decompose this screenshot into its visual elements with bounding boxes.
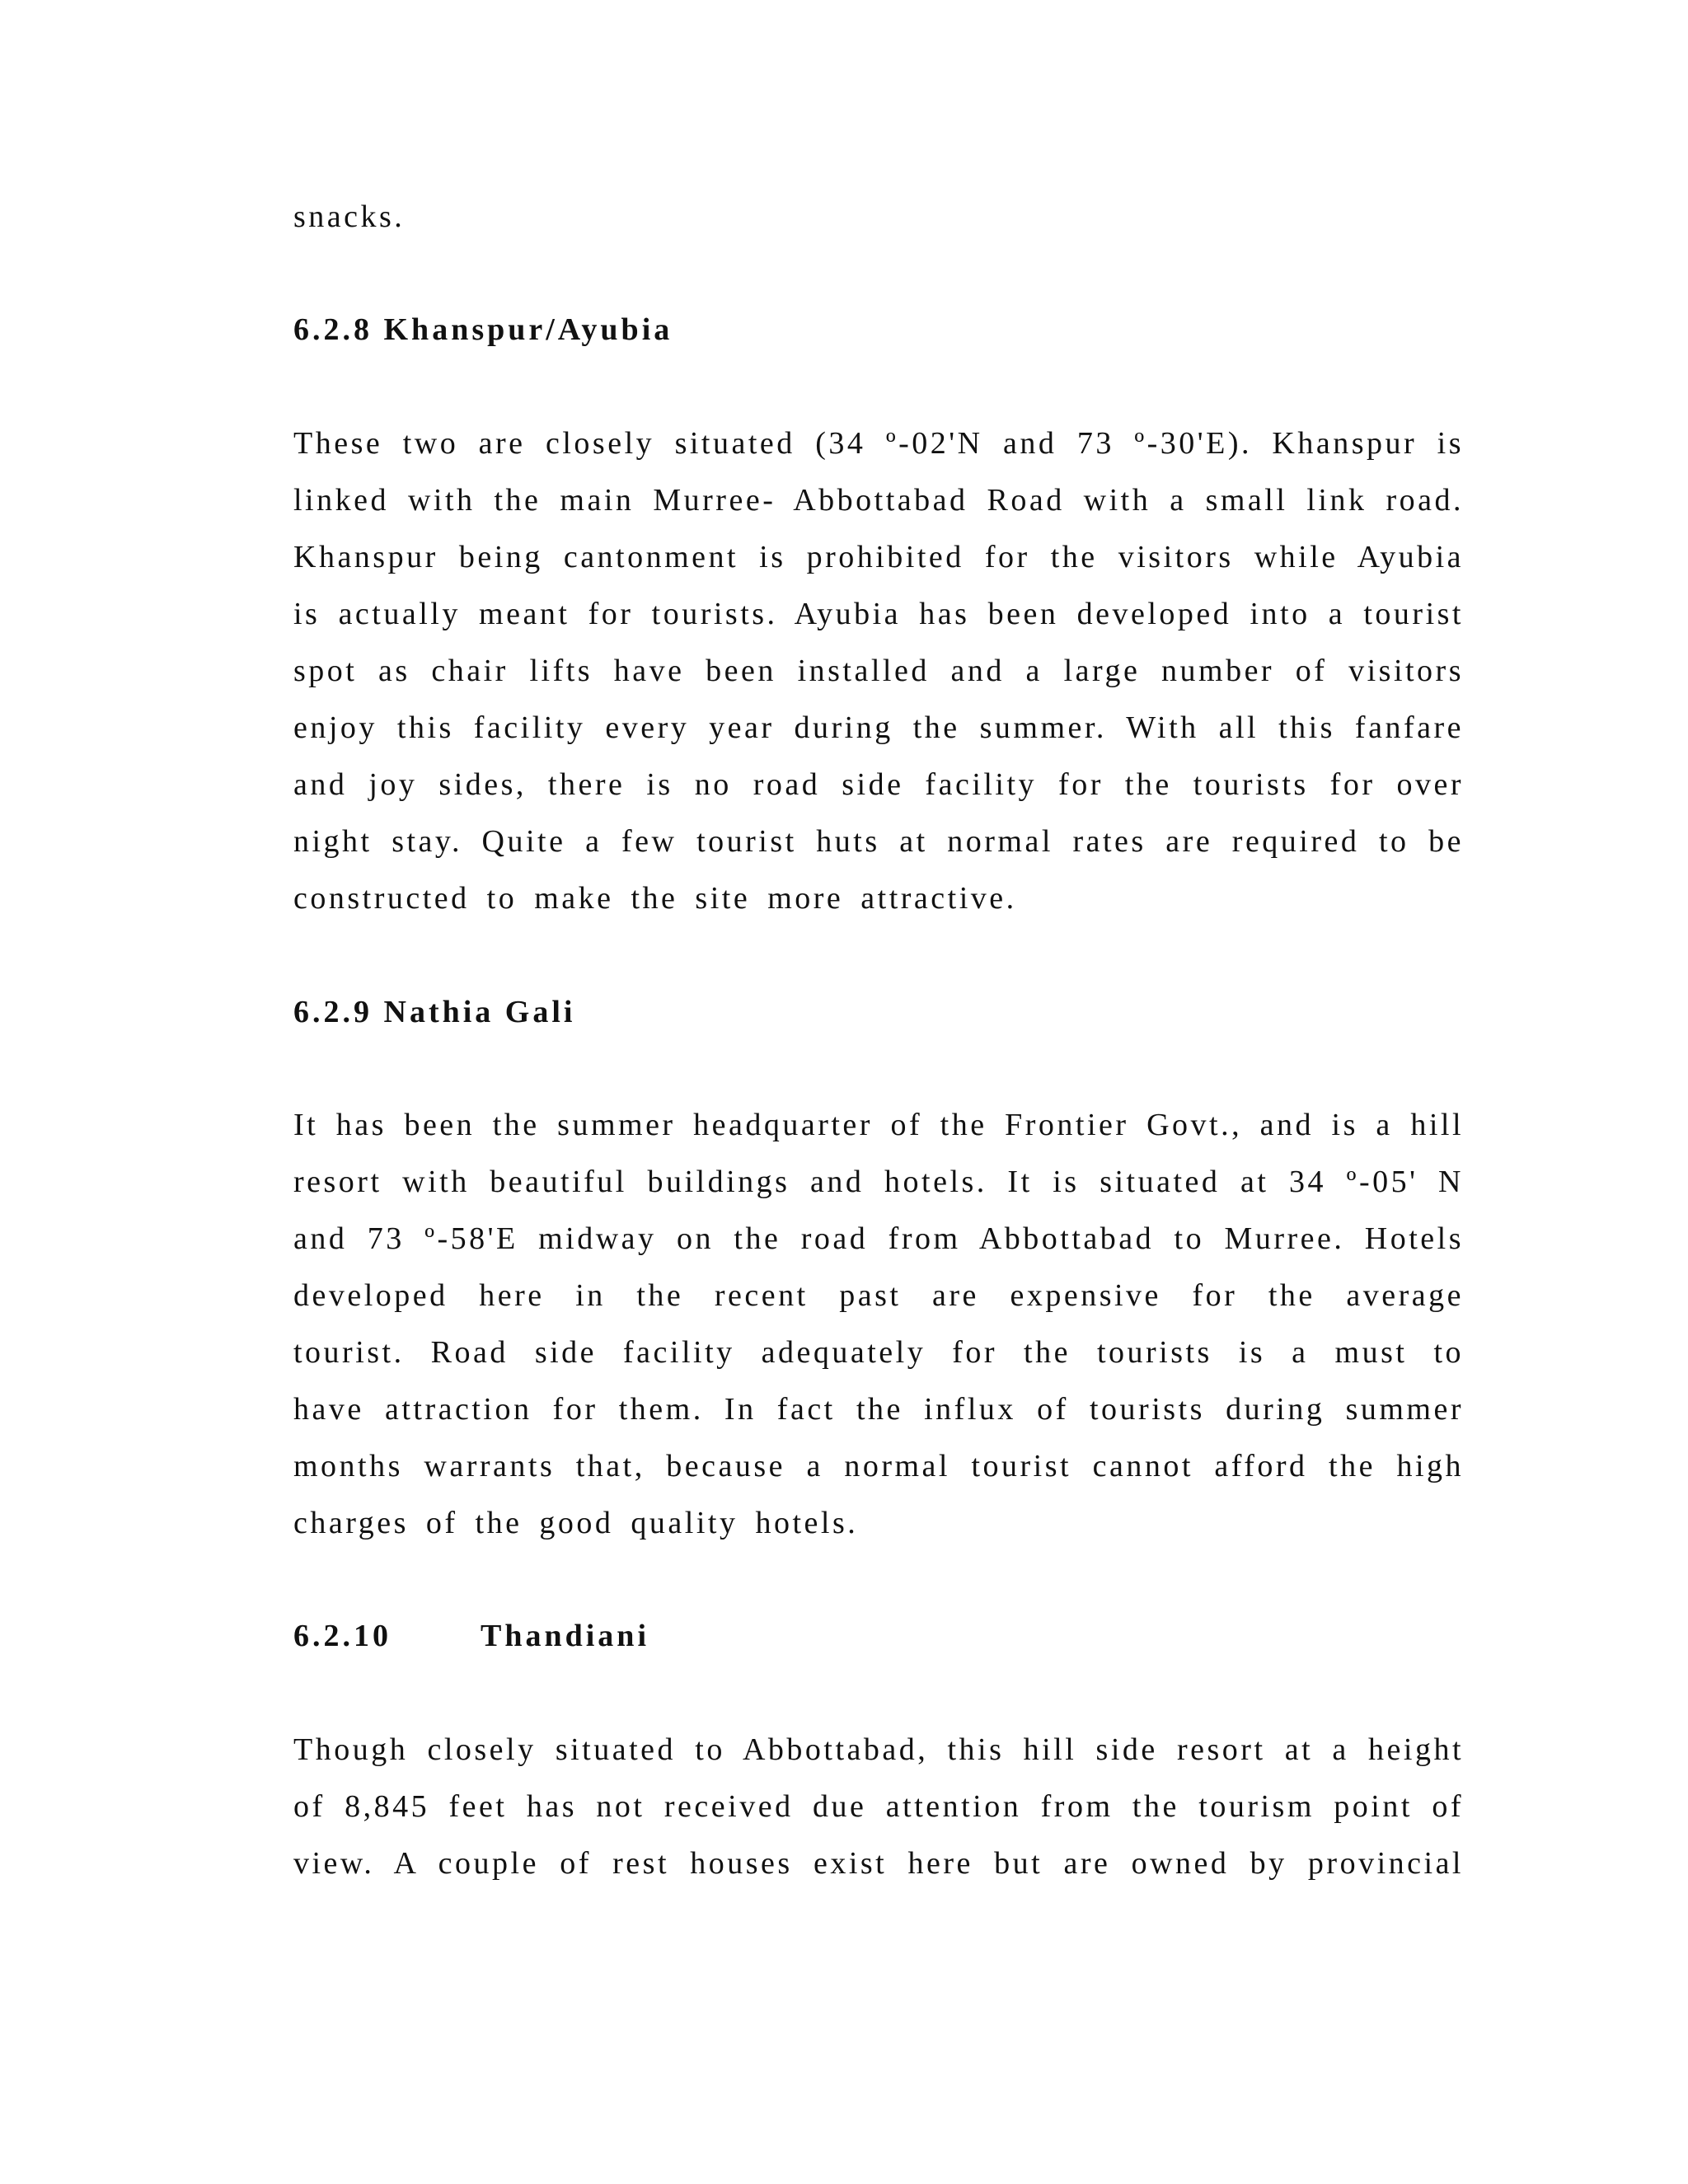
- section-number: 6.2.9: [293, 995, 373, 1029]
- section-heading-nathia-gali: [293, 992, 575, 1032]
- section-number: 6.2.8: [293, 312, 373, 347]
- paragraph-line: These two are closely situated (34 º-02'N and 73 º-30'E). Khanspur is: [293, 426, 1464, 461]
- paragraph-line: It has been the summer headquarter of the Frontier Govt., and is a hill: [293, 1108, 1464, 1142]
- paragraph-line: tourist. Road side facility adequately for the tourists is a must to: [293, 1335, 1464, 1370]
- section-title: Nathia Gali: [383, 995, 576, 1029]
- paragraph-line: spot as chair lifts have been installed and a large number of visitors: [293, 654, 1464, 688]
- intro-text-line: snacks.: [293, 199, 406, 234]
- section-heading-khanspur: [293, 310, 673, 349]
- paragraph-line: linked with the main Murree- Abbottabad Road with a small link road.: [293, 483, 1464, 518]
- paragraph-line: and 73 º-58'E midway on the road from Abbottabad to Murree. Hotels: [293, 1221, 1464, 1256]
- paragraph-line: Khanspur being cantonment is prohibited for the visitors while Ayubia: [293, 540, 1464, 574]
- paragraph-line: developed here in the recent past are expensive for the average: [293, 1278, 1464, 1313]
- section-heading-thandiani: [293, 1616, 649, 1656]
- section-title: Khanspur/Ayubia: [383, 312, 673, 347]
- paragraph-line: constructed to make the site more attractive.: [293, 881, 1017, 916]
- paragraph-line: charges of the good quality hotels.: [293, 1506, 859, 1540]
- paragraph-line: night stay. Quite a few tourist huts at normal rates are required to be: [293, 824, 1464, 859]
- section-number: 6.2.10: [293, 1619, 392, 1653]
- paragraph-line: view. A couple of rest houses exist here but are owned by provincial: [293, 1846, 1464, 1881]
- paragraph-line: and joy sides, there is no road side facility for the tourists for over: [293, 767, 1464, 802]
- paragraph-line: enjoy this facility every year during the summer. With all this fanfare: [293, 710, 1464, 745]
- paragraph-line: is actually meant for tourists. Ayubia has been developed into a tourist: [293, 597, 1464, 631]
- paragraph-line: resort with beautiful buildings and hotels. It is situated at 34 º-05' N: [293, 1165, 1464, 1199]
- paragraph-line: of 8,845 feet has not received due attention from the tourism point of: [293, 1789, 1464, 1824]
- paragraph-line: Though closely situated to Abbottabad, this hill side resort at a height: [293, 1732, 1464, 1767]
- paragraph-line: months warrants that, because a normal tourist cannot afford the high: [293, 1449, 1464, 1483]
- section-title: Thandiani: [481, 1619, 649, 1653]
- paragraph-line: have attraction for them. In fact the influx of tourists during summer: [293, 1392, 1464, 1427]
